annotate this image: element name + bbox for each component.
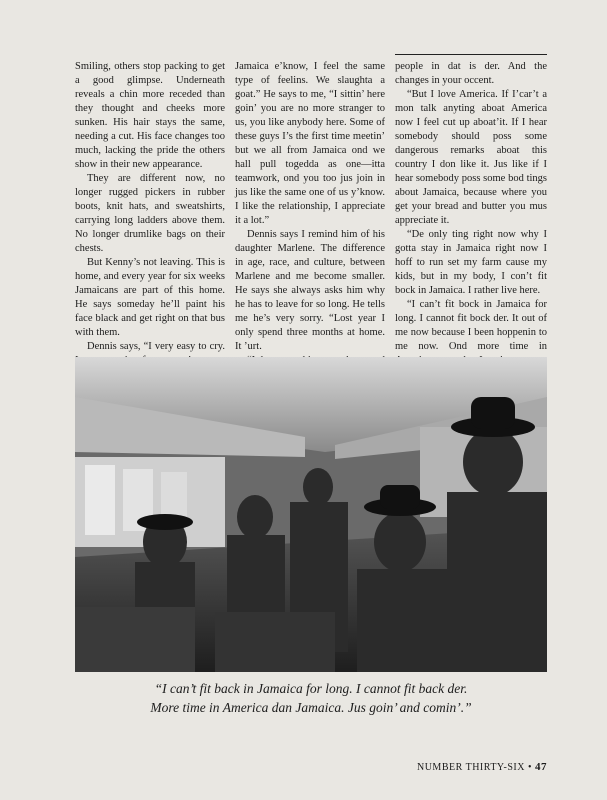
paragraph: Jamaica e’know, I feel the same type of feelins. We slaughta a goat.” He says to me, “I sittin’ here goin’ you are no more stranger to us, you like anybody here. Some of these guys I’s the first time meetin’ but we all from Jamaica ond we hall pull togedda as one—itta teamwork, ond you too jus join in jus like the same one of us y’know. I like the relationship, I appreciate it a lot.” <box>235 61 385 226</box>
photo-illustration <box>75 357 547 672</box>
paragraph: “De only ting right now why I gotta stay in Jamaica right now I hoff to run set my farm cause my kids, but in my body, I con’t fit bock in Jamaica. I rather live here. <box>395 229 547 296</box>
text-column-3 <box>395 60 547 402</box>
paragraph: Dennis says, “I very easy to cry. <box>87 341 225 352</box>
folio-bullet: • <box>527 762 532 773</box>
caption-line: More time in America dan Jamaica. Jus goin’ and comin’.” <box>150 700 472 715</box>
paragraph: But Kenny’s not leaving. This is home, and every year for six weeks Jamaicans are part of this home. He says someday he’ll paint his face black and get right on that bus with them. <box>75 257 225 338</box>
caption-line: “I can’t fit back in Jamaica for long. I cannot fit back der. <box>154 681 468 696</box>
paragraph: “But I love America. If I’car’t a mon talk anyting aboat America now I feel cut up aboat’it. If I hear somebody should poss some dangerous remarks aboat this country I don like it. Jus like if I hear somebody poss some bod tings about Jamaica, because where you get your bread and butter you mus appreciate it. <box>395 89 547 226</box>
top-rule <box>395 54 547 55</box>
issue-label: NUMBER THIRTY-SIX <box>416 762 525 773</box>
paragraph: people in dat is der. And the changes in your occent. <box>395 61 547 86</box>
paragraph: Smiling, others stop packing to get a good glimpse. Underneath reveals a chin more receded than they thought and cheeks more sunken. His hair stays the same, needing a cut. His face changes too much, lacking the pride the others show in their new appearance. <box>75 61 225 170</box>
paragraph: “I can’t fit bock in Jamaica for long. I cannot fit bock der. It out of me now because I been hoppenin to me now. Ond more time in <box>395 299 547 352</box>
paragraph: They are different now, no longer rugged pickers in rubber boots, knit hats, and sweatshirts, carrying long ladders above them. No longer drumlike bags on their chests. <box>75 173 225 254</box>
page-folio <box>417 761 547 773</box>
bus-photograph <box>75 357 547 672</box>
page-number: 47 <box>535 761 547 773</box>
paragraph: Dennis says I remind him of his daughter Marlene. The difference in age, race, and culture, between Marlene and me become smaller. He says she always asks him why he has to leave for so long. He tells me he’s very sorry. “Lost year I only spend three months at home. It ’urt. <box>235 229 385 352</box>
photo-caption <box>75 679 547 717</box>
